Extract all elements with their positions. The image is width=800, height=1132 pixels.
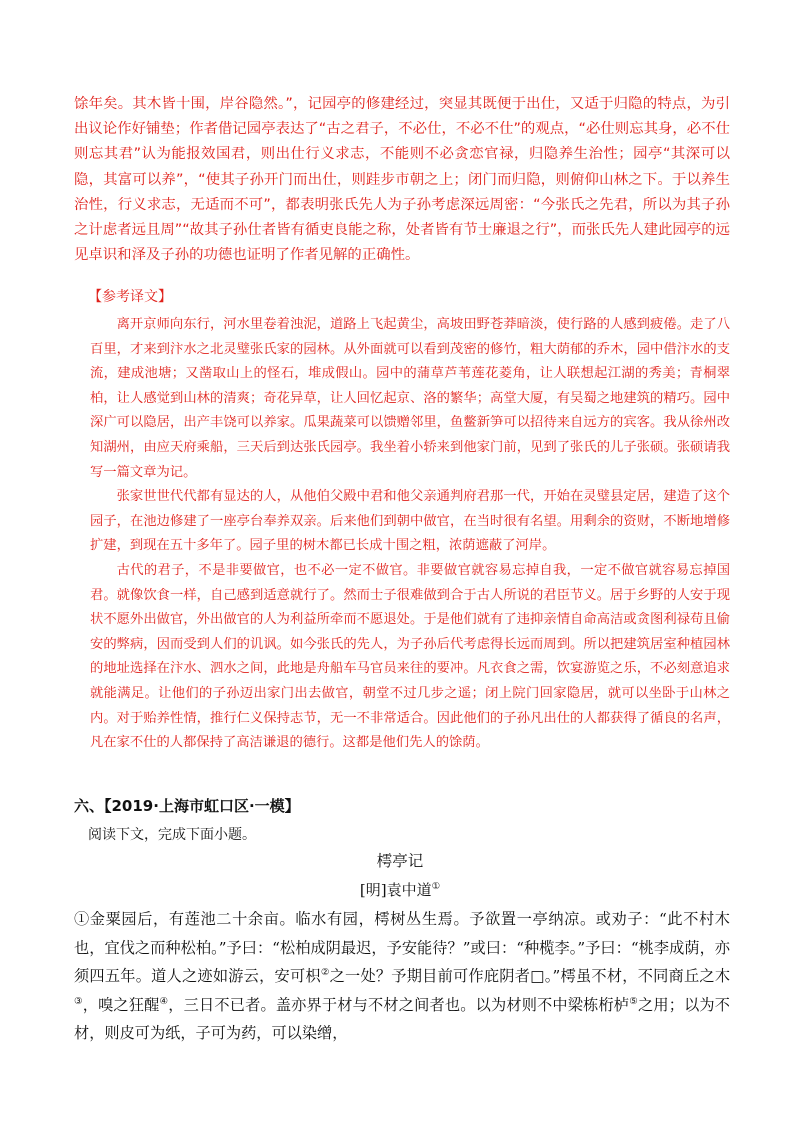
essay-text-d: ，嗅之狂醒 bbox=[82, 995, 160, 1014]
question-instruction: 阅读下文，完成下面小题。 bbox=[88, 827, 256, 843]
footnote-marker-4: ④ bbox=[159, 995, 169, 1007]
essay-text-e: ，三日不已者。盖亦界于材与不材之间者也。以为材则不中梁栋桁栌 bbox=[168, 995, 630, 1014]
translation-paragraph-3: 古代的君子，不是非要做官，也不必一定不做官。非要做官就容易忘掉自我，一定不做官就容易忘掉国君。就像饮食一样，自己感到适意就行了。然而士子很难做到合于古人所说的君臣节义。居于乡野的人安于现状不愿外出做官，外出做官的人为利益所牵而不愿退处。于是他们就有了违抑亲情自命高洁或贪图利禄苟且偷安的弊病，因而受到人们的讥讽。如今张氏的先人，为子孙后代考虑得长远而周到。所以把建筑居室种植园林的地址选择在汴水、泗水之间，此地是舟船车马官员来往的要冲。凡衣食之需，饮宴游览之乐，不必刻意追求就能满足。让他们的子孙迈出家门出去做官，朝堂不过几步之遥；闭上院门回家隐居，就可以坐卧于山林之内。对于贻养性情，推行仁义保持志节，无一不非常适合。因此他们的子孙凡出仕的人都获得了循良的名声，凡在家不仕的人都保持了高洁谦退的德行。这都是他们先人的馀荫。 bbox=[90, 562, 730, 751]
author-name: [明]袁中道 bbox=[359, 881, 432, 899]
essay-text-a: ①金粟园后，有莲池二十余亩。临水有园，樗树丛生焉。予欲置一亭纳凉。或劝子：“此不村木也，宜伐之而种松柏。”予曰：“松柏成阴最迟，予安能待？”或曰：“种榄李。”予曰：“桃李成荫，亦须四五年。道人之迹如游云，安可枳 bbox=[74, 910, 730, 986]
analysis-paragraph: 馀年矣。其木皆十围，岸谷隐然。”，记园亭的修建经过，突显其既便于出仕，又适于归隐的特点，为引出议论作好铺垫；作者借记园亭表达了“古之君子，不必仕，不必不仕”的观点，“必仕则忘其身，必不仕则忘其君”认为能报效国君，则出仕行义求志，不能则不必贪恋官禄，归隐养生治性；园亭“其深可以隐，其富可以养”，“使其子孙开门而出仕，则跬步市朝之上；闭门而归隐，则俯仰山林之下。于以养生治性，行义求志，无适而不可”，都表明张氏先人为子孙考虑深远周密：“今张氏之先君，所以为其子孙之计虑者远且周”“故其子孙仕者皆有循吏良能之称，处者皆有节士廉退之行”，而张氏先人建此园亭的远见卓识和泽及子孙的功德也证明了作者见解的正确性。 bbox=[74, 96, 730, 264]
translation-paragraph-2: 张家世世代代都有显达的人，从他伯父殿中君和他父亲通判府君那一代，开始在灵璧县定居，建造了这个园子，在池边修建了一座亭台奉养双亲。后来他们到朝中做官，在当时很有名望。用剩余的资财，不断地增修扩建，到现在五十多年了。园子里的树木都已长成十围之粗，浓荫遮蔽了河岸。 bbox=[90, 489, 730, 554]
essay-text-f: 之用；以为不材，则皮可为纸，子可为药，可以染缯， bbox=[74, 995, 730, 1043]
footnote-marker-3: ③ bbox=[74, 995, 83, 1007]
reference-translation-title: 【参考译文】 bbox=[88, 289, 172, 305]
essay-text-c: 。”樗虽不材，不同商丘之木 bbox=[544, 967, 731, 986]
essay-author bbox=[0, 878, 800, 902]
footnote-marker-5: ⑤ bbox=[629, 995, 638, 1007]
essay-title: 樗亭记 bbox=[376, 852, 424, 870]
translation-paragraph-1: 离开京师向东行，河水里卷着浊泥，道路上飞起黄尘，高坡田野苍莽暗淡，使行路的人感到疲倦。走了八百里，才来到汴水之北灵璧张氏家的园林。从外面就可以看到茂密的修竹，粗大荫郁的乔木，园中借汴水的支流，建成池塘；又凿取山上的怪石，堆成假山。园中的蒲草芦苇莲花菱角，让人联想起江湖的秀美；青桐翠柏，让人感觉到山林的清爽；奇花异草，让人回忆起京、洛的繁华；高堂大厦，有吴蜀之地建筑的精巧。园中深广可以隐居，出产丰饶可以养家。瓜果蔬菜可以馈赠邻里，鱼鳖新笋可以招待来自远方的宾客。我从徐州改知湖州，由应天府乘船，三天后到达张氏园亭。我坐着小轿来到他家门前，见到了张氏的儿子张硕。张硕请我写一篇文章为记。 bbox=[90, 317, 730, 480]
section-heading: 六、【2019·上海市虹口区·一模】 bbox=[74, 797, 300, 815]
author-footnote-marker: ① bbox=[431, 881, 441, 892]
footnote-marker-2: ② bbox=[320, 967, 330, 979]
essay-text-b: 之一处？予期目前可作庇阴者 bbox=[329, 967, 531, 986]
analysis-text bbox=[74, 92, 730, 268]
essay-paragraph-1 bbox=[74, 905, 730, 1048]
reference-translation bbox=[90, 313, 730, 756]
essay-body bbox=[74, 905, 730, 1048]
blank-box: □ bbox=[530, 967, 545, 986]
